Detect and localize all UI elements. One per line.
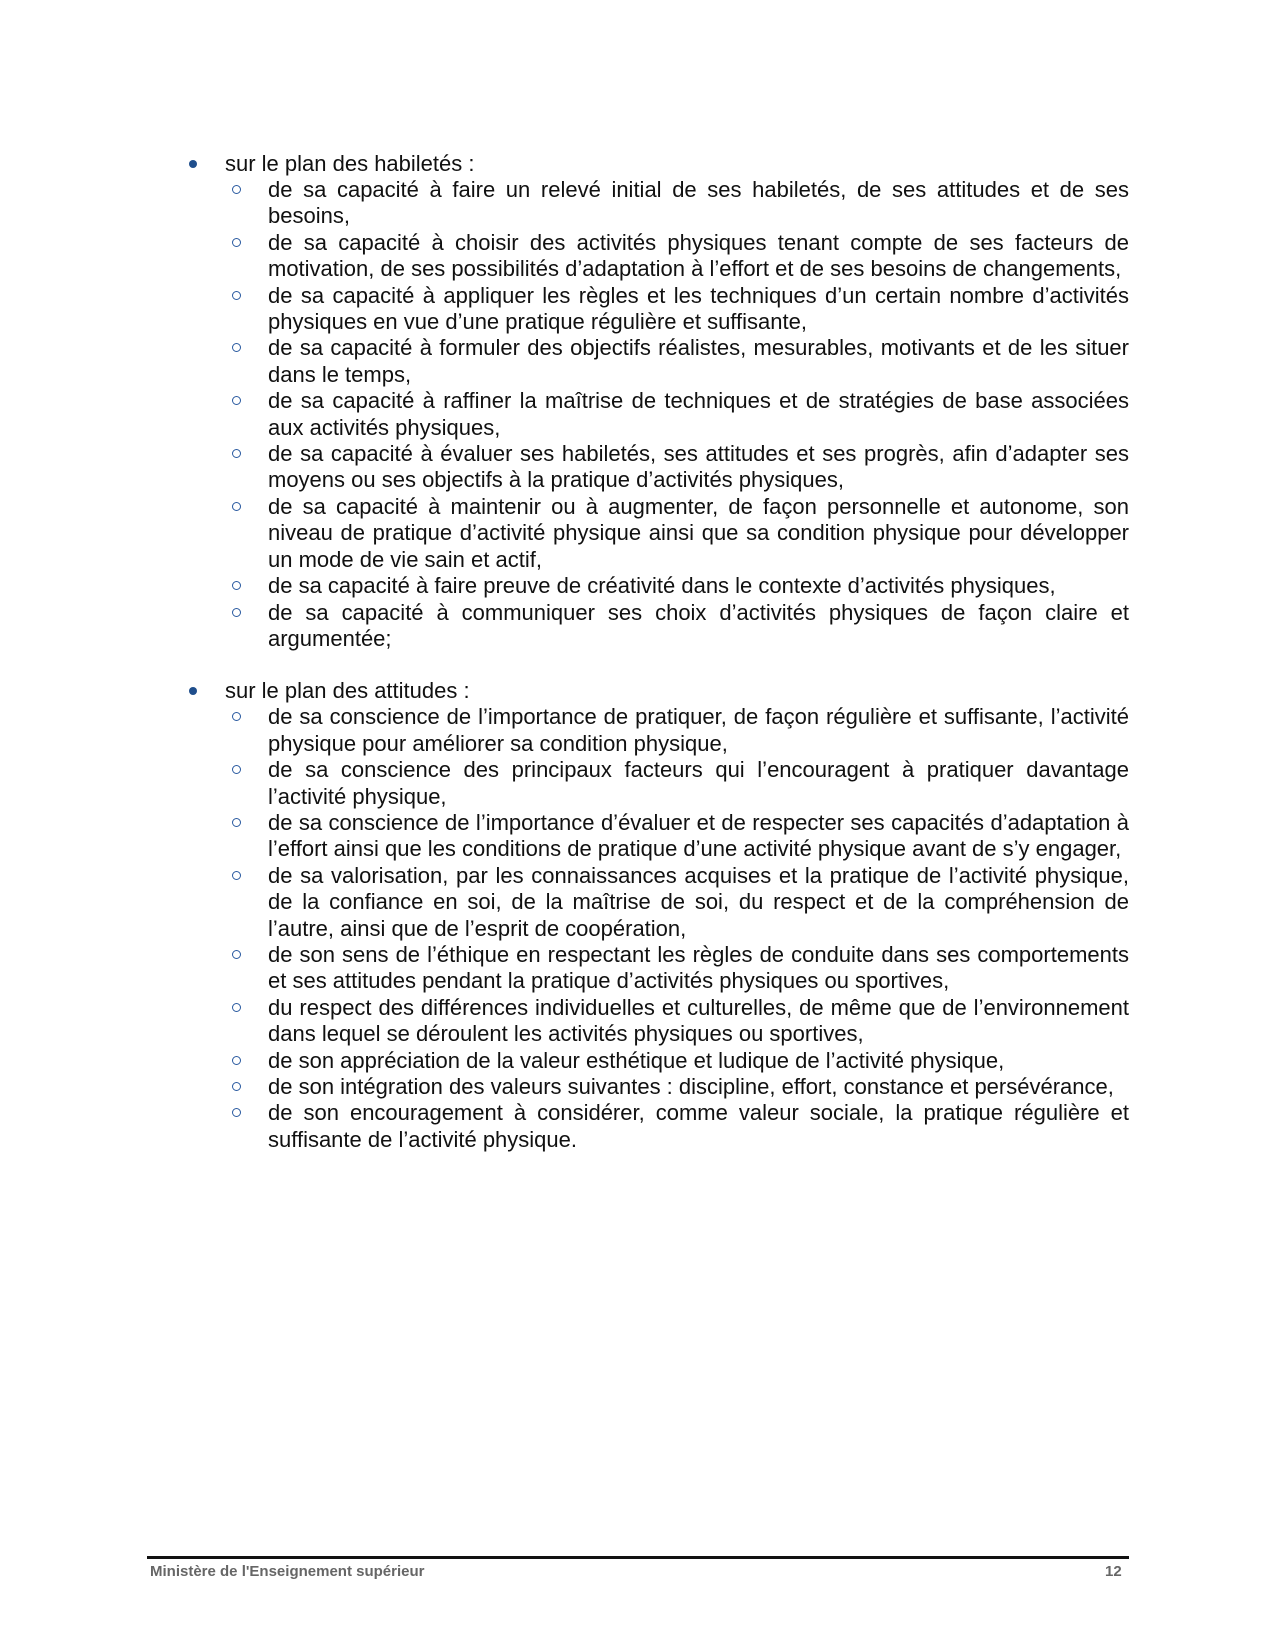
list-item bbox=[0, 942, 1129, 995]
list-item bbox=[0, 230, 1129, 283]
list-item-text: de sa valorisation, par les connaissances acquises et la pratique de l’activité physique, de la confiance en soi, de la maîtrise de soi, du respect et de la compréhension de l’autre, ainsi que de l’esprit de coopération, bbox=[268, 862, 1129, 941]
list-item bbox=[0, 704, 1129, 757]
list-item bbox=[0, 335, 1129, 388]
circle-bullet-icon bbox=[232, 238, 241, 247]
footer-divider bbox=[147, 1556, 1129, 1559]
circle-bullet-icon bbox=[232, 1108, 241, 1117]
list-item-text: de sa capacité à choisir des activités physiques tenant compte de ses facteurs de motivation, de ses possibilités d’adaptation à l’effort et de ses besoins de changements, bbox=[268, 229, 1129, 282]
section-heading bbox=[0, 678, 1275, 704]
circle-bullet-icon bbox=[232, 291, 241, 300]
document-body bbox=[0, 151, 1275, 1179]
list-item-text: de sa conscience des principaux facteurs qui l’encouragent à pratiquer davantage l’activité physique, bbox=[268, 757, 1129, 809]
list-item bbox=[0, 995, 1129, 1048]
list-item bbox=[0, 757, 1129, 810]
list-item bbox=[0, 494, 1129, 573]
bullet-icon bbox=[189, 687, 197, 695]
list-item bbox=[0, 573, 1129, 599]
list-item-text: de son appréciation de la valeur esthétique et ludique de l’activité physique, bbox=[268, 1047, 1005, 1073]
list-item-text: de sa capacité à maintenir ou à augmenter, de façon personnelle et autonome, son niveau de pratique d’activité physique ainsi que sa condition physique pour développer un mode de vie sain et actif, bbox=[268, 493, 1129, 572]
circle-bullet-icon bbox=[232, 712, 241, 721]
list-item-text: de sa capacité à appliquer les règles et les techniques d’un certain nombre d’activités physiques en vue d’une pratique régulière et suffisante, bbox=[268, 282, 1129, 335]
list-item-text: de son encouragement à considérer, comme valeur sociale, la pratique régulière et suffisante de l’activité physique. bbox=[268, 1100, 1129, 1152]
circle-bullet-icon bbox=[232, 185, 241, 194]
section-title: sur le plan des habiletés : bbox=[225, 151, 475, 176]
section-heading bbox=[0, 151, 1275, 177]
list-item bbox=[0, 441, 1129, 494]
list-item bbox=[0, 1048, 1129, 1074]
circle-bullet-icon bbox=[232, 581, 241, 590]
list-item bbox=[0, 1100, 1129, 1153]
circle-bullet-icon bbox=[232, 1003, 241, 1012]
sub-list bbox=[0, 177, 1275, 652]
page-number: 12 bbox=[1105, 1563, 1122, 1580]
list-item-text: du respect des différences individuelles et culturelles, de même que de l’environnement dans lequel se déroulent les activités physiques ou sportives, bbox=[268, 994, 1129, 1047]
list-item bbox=[0, 388, 1129, 441]
list-item-text: de sa capacité à faire preuve de créativité dans le contexte d’activités physiques, bbox=[268, 573, 1056, 599]
circle-bullet-icon bbox=[232, 608, 241, 617]
circle-bullet-icon bbox=[232, 1056, 241, 1065]
circle-bullet-icon bbox=[232, 502, 241, 511]
section-habiletes bbox=[0, 151, 1275, 652]
list-item-text: de sa capacité à raffiner la maîtrise de techniques et de stratégies de base associées aux activités physiques, bbox=[268, 388, 1129, 440]
circle-bullet-icon bbox=[232, 449, 241, 458]
list-item bbox=[0, 863, 1129, 942]
list-item bbox=[0, 177, 1129, 230]
section-title: sur le plan des attitudes : bbox=[225, 678, 470, 704]
circle-bullet-icon bbox=[232, 871, 241, 880]
section-attitudes bbox=[0, 678, 1275, 1153]
circle-bullet-icon bbox=[232, 1082, 241, 1091]
list-item-text: de son intégration des valeurs suivantes : discipline, effort, constance et persévérance, bbox=[268, 1074, 1114, 1099]
list-item-text: de sa capacité à faire un relevé initial de ses habiletés, de ses attitudes et de ses besoins, bbox=[268, 177, 1129, 229]
circle-bullet-icon bbox=[232, 950, 241, 959]
sub-list bbox=[0, 704, 1275, 1153]
list-item-text: de sa capacité à évaluer ses habiletés, ses attitudes et ses progrès, afin d’adapter ses moyens ou ses objectifs à la pratique d’activités physiques, bbox=[268, 441, 1129, 493]
circle-bullet-icon bbox=[232, 396, 241, 405]
list-item bbox=[0, 1074, 1129, 1100]
list-item-text: de sa conscience de l’importance de pratiquer, de façon régulière et suffisante, l’activité physique pour améliorer sa condition physique, bbox=[268, 704, 1129, 756]
list-item-text: de sa capacité à formuler des objectifs réalistes, mesurables, motivants et de les situer dans le temps, bbox=[268, 335, 1129, 387]
list-item-text: de sa capacité à communiquer ses choix d’activités physiques de façon claire et argumentée; bbox=[268, 599, 1129, 651]
footer-ministry: Ministère de l'Enseignement supérieur bbox=[150, 1563, 425, 1580]
circle-bullet-icon bbox=[232, 818, 241, 827]
list-item bbox=[0, 283, 1129, 336]
circle-bullet-icon bbox=[232, 765, 241, 774]
list-item bbox=[0, 600, 1129, 653]
list-item-text: de son sens de l’éthique en respectant les règles de conduite dans ses comportements et ses attitudes pendant la pratique d’activités physiques ou sportives, bbox=[268, 941, 1129, 994]
list-item-text: de sa conscience de l’importance d’évaluer et de respecter ses capacités d’adaptation à l’effort ainsi que les conditions de pratique d’une activité physique avant de s’y engager, bbox=[268, 809, 1129, 862]
list-item bbox=[0, 810, 1129, 863]
circle-bullet-icon bbox=[232, 343, 241, 352]
bullet-icon bbox=[189, 160, 197, 168]
